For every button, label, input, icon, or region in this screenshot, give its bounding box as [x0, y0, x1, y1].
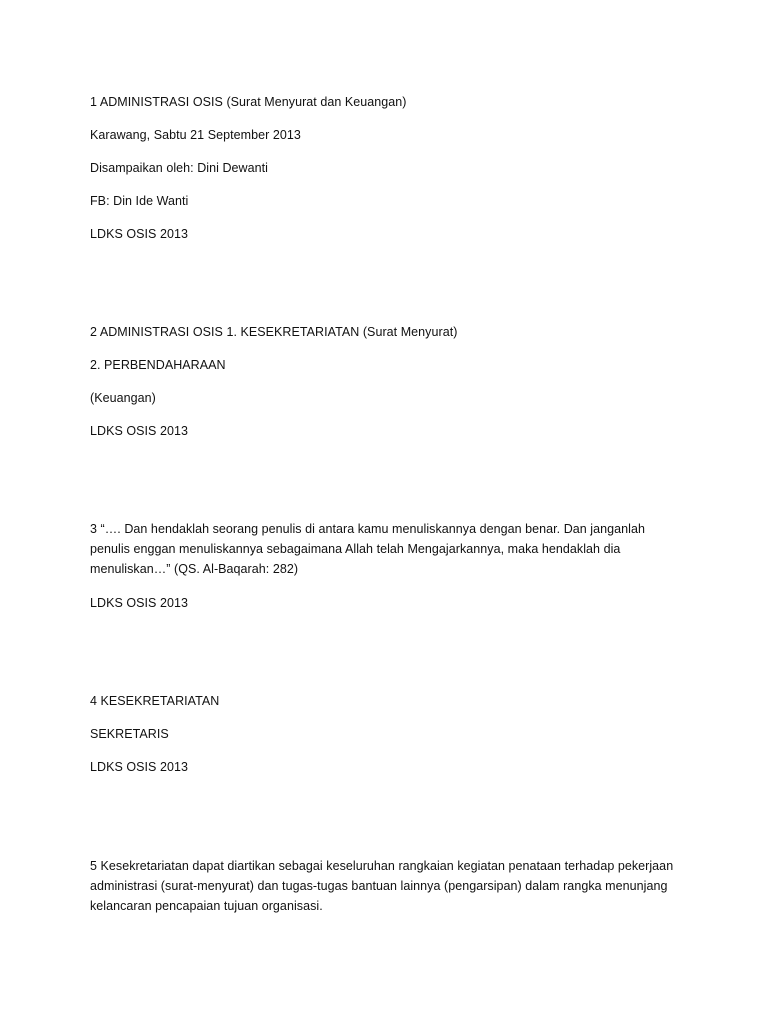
slide-3-quote-line-3: menuliskan…” (QS. Al-Baqarah: 282): [90, 562, 299, 576]
slide-4-title: 4 KESEKRETARIATAN: [90, 694, 220, 708]
slide-1-footer: LDKS OSIS 2013: [90, 227, 188, 241]
slide-3-footer: LDKS OSIS 2013: [90, 596, 188, 610]
slide-1-facebook: FB: Din Ide Wanti: [90, 194, 189, 208]
slide-2-footer: LDKS OSIS 2013: [90, 424, 188, 438]
slide-2-item: 2. PERBENDAHARAAN: [90, 358, 226, 372]
slide-5-definition-line-2: administrasi (surat-menyurat) dan tugas-tugas bantuan lainnya (pengarsipan) dalam rangka menunjang: [90, 879, 668, 893]
slide-3-quote-line-1: 3 “…. Dan hendaklah seorang penulis di antara kamu menuliskannya dengan benar. Dan janganlah: [90, 522, 645, 536]
slide-5-definition-line-3: kelancaran pencapaian tujuan organisasi.: [90, 899, 323, 913]
slide-2-subitem: (Keuangan): [90, 391, 156, 405]
slide-4-footer: LDKS OSIS 2013: [90, 760, 188, 774]
slide-1-presenter: Disampaikan oleh: Dini Dewanti: [90, 161, 268, 175]
slide-5-definition-line-1: 5 Kesekretariatan dapat diartikan sebagai keseluruhan rangkaian kegiatan penataan terhadap pekerjaan: [90, 859, 674, 873]
slide-1-title: 1 ADMINISTRASI OSIS (Surat Menyurat dan Keuangan): [90, 95, 407, 109]
slide-4-subtitle: SEKRETARIS: [90, 727, 169, 741]
slide-3-quote-line-2: penulis enggan menuliskannya sebagaimana Allah telah Mengajarkannya, maka hendaklah dia: [90, 542, 621, 556]
slide-1-date: Karawang, Sabtu 21 September 2013: [90, 128, 301, 142]
slide-2-title: 2 ADMINISTRASI OSIS 1. KESEKRETARIATAN (Surat Menyurat): [90, 325, 458, 339]
